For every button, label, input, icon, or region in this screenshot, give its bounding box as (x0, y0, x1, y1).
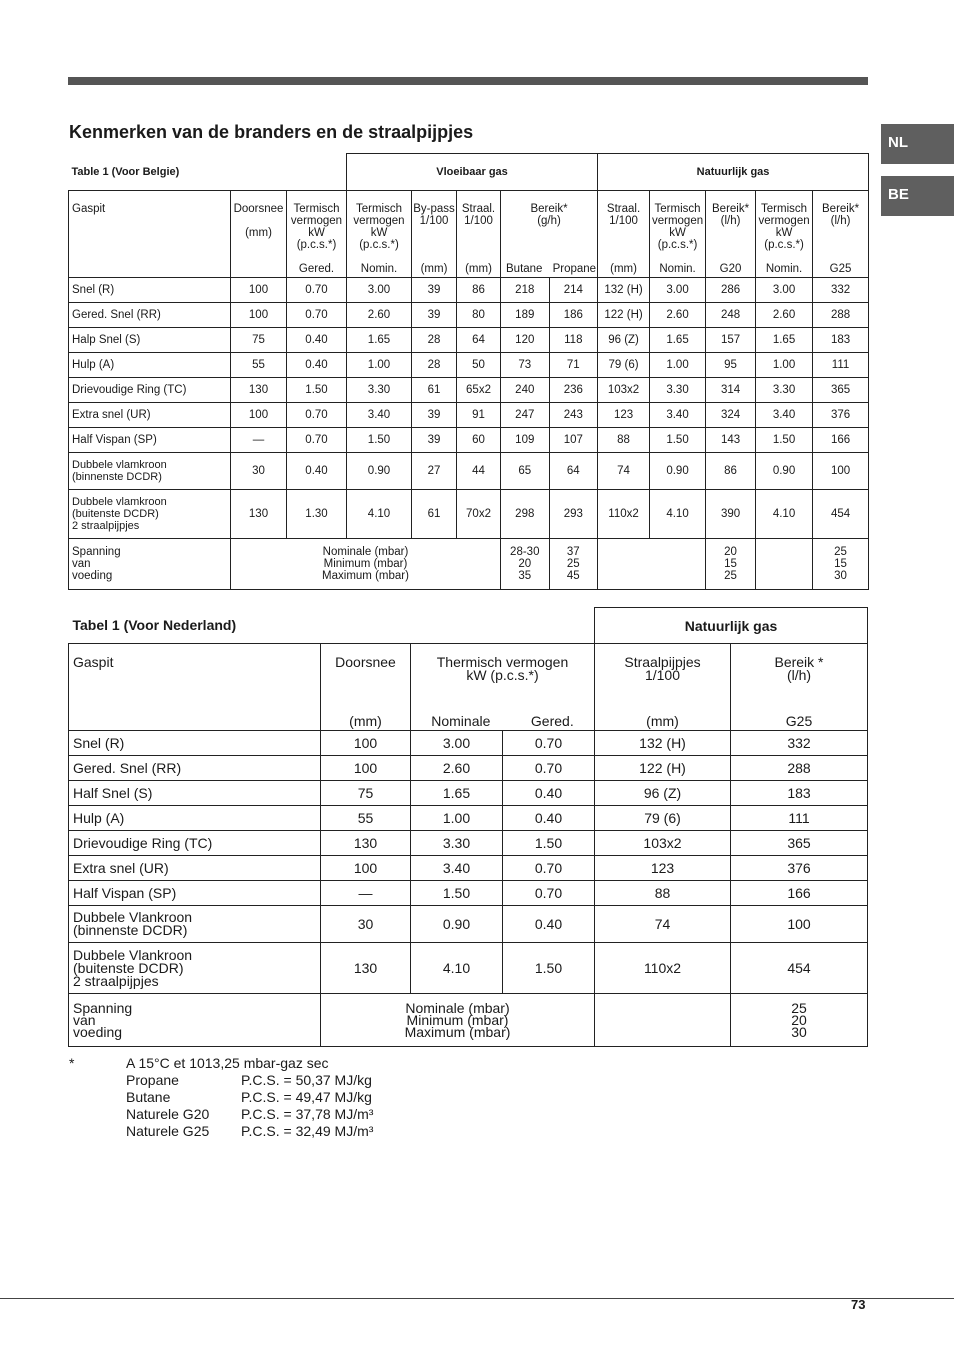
table-row (69, 831, 868, 856)
table-cell: 240 (501, 378, 550, 402)
table-cell: 50 (457, 353, 501, 378)
table-cell: 0.70 (287, 303, 347, 328)
table1-lpg-pressures (501, 539, 598, 590)
table-cell: 454 (731, 943, 868, 994)
row-label: Drievoudige Ring (TC) (69, 831, 321, 856)
table1-col-header: Termisch vermogen kW (p.c.s.*) Nomin. (756, 191, 813, 278)
table-cell: 65x2 (457, 378, 501, 403)
row-label: Dubbele Vlankroon (binnenste DCDR) (69, 906, 321, 943)
table-cell: 3.40 (756, 403, 813, 428)
row-label: Extra snel (UR) (69, 403, 231, 428)
table-cell: 247 (501, 403, 550, 427)
row-label: Dubbele vlamkroon (buitenste DCDR) 2 straalpijpjes (69, 490, 231, 539)
table-cell: 183 (813, 328, 869, 353)
table1-col-header: Bereik* (l/h) G20 (706, 191, 756, 278)
table1-lpg-cell (501, 403, 598, 428)
table-row (69, 781, 868, 806)
table-cell: 64 (566, 465, 580, 477)
table-cell: 1.50 (411, 881, 503, 906)
row-label: Half Snel (S) (69, 781, 321, 806)
table-cell: 365 (731, 831, 868, 856)
table2-col-bereik: Bereik * (l/h) G25 (731, 644, 868, 731)
table-cell: 123 (595, 856, 731, 881)
table-row (69, 328, 869, 353)
table-cell: 1.50 (287, 378, 347, 403)
table-cell: 0.40 (287, 328, 347, 353)
table-cell: 4.10 (650, 490, 706, 539)
table-row (69, 353, 869, 378)
row-label: Snel (R) (69, 731, 321, 756)
table-cell: 0.70 (503, 756, 595, 781)
table-cell: 88 (598, 428, 650, 453)
table-cell: 1.50 (503, 943, 595, 994)
table-row (69, 906, 868, 943)
table-cell: 96 (Z) (595, 781, 731, 806)
table1-col-header: Bereik* (g/h) Butane Propane (501, 191, 598, 278)
bottom-rule (0, 1298, 954, 1299)
table-cell: 3.30 (411, 831, 503, 856)
table-cell: 71 (566, 359, 580, 371)
table-cell: 100 (321, 731, 411, 756)
table-cell: 3.40 (411, 856, 503, 881)
page-number: 73 (851, 1297, 866, 1312)
table-cell: 1.50 (503, 831, 595, 856)
footnote-item (126, 1106, 426, 1123)
table1-voltage-desc: Nominale (mbar) Minimum (mbar) Maximum (mbar) (231, 539, 501, 590)
table-cell: 111 (731, 806, 868, 831)
table-cell: 79 (6) (595, 806, 731, 831)
row-label: Halp Snel (S) (69, 328, 231, 353)
table1-col-header: Doorsnee (mm) (231, 191, 287, 278)
table-cell: 0.40 (287, 353, 347, 378)
row-label: Drievoudige Ring (TC) (69, 378, 231, 403)
table-cell: 3.00 (756, 278, 813, 303)
table1-col-header: Termisch vermogen kW (p.c.s.*) Nomin. (347, 191, 412, 278)
table-cell: 0.40 (503, 906, 595, 943)
table-cell: 3.40 (650, 403, 706, 428)
table-row (69, 881, 868, 906)
row-label: Half Vispan (SP) (69, 881, 321, 906)
table-cell: 1.00 (411, 806, 503, 831)
table-cell: 118 (564, 334, 583, 346)
table-cell: 0.90 (411, 906, 503, 943)
table-cell: 0.70 (287, 428, 347, 453)
table-cell: 86 (457, 278, 501, 303)
table2-voltage-label: Spanning van voeding (69, 994, 321, 1047)
table-cell: 324 (706, 403, 756, 428)
table-cell: 1.50 (650, 428, 706, 453)
table2-voltage-desc: Nominale (mbar) Minimum (mbar) Maximum (mbar) (321, 994, 595, 1047)
table-cell: 100 (231, 278, 287, 303)
table-cell: 1.00 (650, 353, 706, 378)
table-cell: 39 (412, 428, 457, 453)
table-cell: 3.30 (347, 378, 412, 403)
table-cell: 60 (457, 428, 501, 453)
table-cell: 0.40 (503, 781, 595, 806)
footnote-value: P.C.S. = 50,37 MJ/kg (241, 1072, 372, 1088)
table-cell: 365 (813, 378, 869, 403)
table-cell: 0.70 (503, 856, 595, 881)
footnote-star: * (69, 1055, 75, 1071)
table1-col-header: Termisch vermogen kW (p.c.s.*) Gered. (287, 191, 347, 278)
footnote-value: P.C.S. = 37,78 MJ/m³ (241, 1106, 374, 1122)
table-cell: 376 (731, 856, 868, 881)
table-cell: 288 (813, 303, 869, 328)
table-cell: 122 (H) (595, 756, 731, 781)
table-cell: 314 (706, 378, 756, 403)
table-cell: 39 (412, 303, 457, 328)
table-cell: 183 (731, 781, 868, 806)
table-cell: 0.70 (503, 881, 595, 906)
table-cell: 111 (813, 353, 869, 378)
table-cell: 55 (321, 806, 411, 831)
table-cell: 61 (412, 490, 457, 539)
table-cell: — (231, 428, 287, 453)
table1-lpg-cell (501, 490, 598, 539)
table-cell: 30 (231, 453, 287, 490)
footnote-value: P.C.S. = 32,49 MJ/m³ (241, 1123, 374, 1139)
table-cell: 132 (H) (595, 731, 731, 756)
table1-lpg-cell (501, 428, 598, 453)
table-row (69, 731, 868, 756)
table-cell: 100 (813, 453, 869, 490)
lang-tab-nl[interactable]: NL (881, 124, 954, 164)
table-cell: 130 (321, 831, 411, 856)
table-cell: 243 (563, 409, 583, 421)
table2-col-gaspit: Gaspit (69, 644, 321, 731)
table-cell: 4.10 (347, 490, 412, 539)
table1-butane-pressure: 28-30 20 35 (501, 539, 550, 589)
table-cell: 0.70 (287, 278, 347, 303)
table-cell: 214 (563, 284, 583, 296)
table-cell: 100 (321, 856, 411, 881)
table1-g25-pressure: 25 15 30 (813, 539, 869, 590)
table-cell: 86 (706, 453, 756, 490)
table2-g25-pressure: 25 20 30 (731, 994, 868, 1047)
table-row (69, 756, 868, 781)
table-cell: 61 (412, 378, 457, 403)
table-cell: 1.00 (347, 353, 412, 378)
table1-group-liquid: Vloeibaar gas (347, 154, 598, 191)
table-cell: 110x2 (595, 943, 731, 994)
row-label: Hulp (A) (69, 353, 231, 378)
table-row (69, 303, 869, 328)
table-cell: 130 (231, 490, 287, 539)
table1-propane-pressure: 37 25 45 (566, 546, 580, 582)
table-cell: 100 (321, 756, 411, 781)
table-cell: 75 (231, 328, 287, 353)
row-label: Snel (R) (69, 278, 231, 303)
table-cell: 189 (501, 303, 550, 327)
table-cell: 65 (501, 453, 550, 489)
table1-lpg-cell (501, 278, 598, 303)
table-cell: 74 (595, 906, 731, 943)
table-cell: 390 (706, 490, 756, 539)
table-row (69, 806, 868, 831)
table-row (69, 278, 869, 303)
table1-group-natural: Natuurlijk gas (598, 154, 869, 191)
table-cell: 103x2 (595, 831, 731, 856)
footnote-item (126, 1123, 426, 1140)
table-cell: 1.65 (650, 328, 706, 353)
table-cell: 103x2 (598, 378, 650, 403)
table1-col-header: Termisch vermogen kW (p.c.s.*) Nomin. (650, 191, 706, 278)
table-cell: 75 (321, 781, 411, 806)
table-cell: 0.90 (756, 453, 813, 490)
table-row (69, 403, 869, 428)
table-cell: 132 (H) (598, 278, 650, 303)
table-cell: 376 (813, 403, 869, 428)
table-cell: 100 (731, 906, 868, 943)
table-cell: 2.60 (756, 303, 813, 328)
footnote-gas: Naturele G25 (126, 1123, 210, 1139)
table2-group-natural: Natuurlijk gas (595, 608, 868, 644)
table1-col-gaspit: Gaspit (69, 191, 231, 278)
row-label: Gered. Snel (RR) (69, 303, 231, 328)
table-cell: 2.60 (411, 756, 503, 781)
table1-lpg-cell (501, 453, 598, 490)
table-cell: 110x2 (598, 490, 650, 539)
table1-col-header: Bereik* (l/h) G25 (813, 191, 869, 278)
table-cell: 298 (501, 490, 550, 538)
table2-col-doorsnee: Doorsnee (mm) (321, 644, 411, 731)
table2-caption: Tabel 1 (Voor Nederland) (72, 617, 237, 634)
table-cell: 1.50 (347, 428, 412, 453)
table-cell: 332 (731, 731, 868, 756)
table-cell: 96 (Z) (598, 328, 650, 353)
table-cell: 4.10 (411, 943, 503, 994)
footnote-gas: Butane (126, 1089, 171, 1105)
table-cell: 0.90 (347, 453, 412, 490)
table-cell: 100 (231, 303, 287, 328)
table-cell: 288 (731, 756, 868, 781)
table-cell: 39 (412, 403, 457, 428)
table-cell: 55 (231, 353, 287, 378)
table-row (69, 378, 869, 403)
footnote-gas: Propane (126, 1072, 179, 1088)
table-cell: 454 (813, 490, 869, 539)
table-cell: 1.65 (347, 328, 412, 353)
table1-lpg-cell (501, 353, 598, 378)
table1-lpg-cell (501, 378, 598, 403)
table-cell: 3.00 (347, 278, 412, 303)
table-cell: 166 (813, 428, 869, 453)
table-cell: 2.60 (347, 303, 412, 328)
row-label: Hulp (A) (69, 806, 321, 831)
footnote-value: P.C.S. = 49,47 MJ/kg (241, 1089, 372, 1105)
row-label: Dubbele vlamkroon (binnenste DCDR) (69, 453, 231, 490)
table-cell: 248 (706, 303, 756, 328)
table2-col-thermisch: Thermisch vermogen kW (p.c.s.*) Nominale Gered. (411, 644, 595, 731)
table-cell: 2.60 (650, 303, 706, 328)
table-cell: 44 (457, 453, 501, 490)
table1-col-header: By-pass 1/100 (mm) (412, 191, 457, 278)
netherlands-burner-table (68, 607, 868, 1047)
table1-empty-cell (598, 539, 706, 590)
row-label: Dubbele Vlankroon (buitenste DCDR) 2 straalpijpjes (69, 943, 321, 994)
table-cell: 0.90 (650, 453, 706, 490)
table-cell: 236 (563, 384, 583, 396)
table-cell: 293 (563, 508, 583, 520)
table-cell: 0.70 (287, 403, 347, 428)
table2-empty-cell (595, 994, 731, 1047)
table-cell: 64 (457, 328, 501, 353)
table-cell: 3.30 (756, 378, 813, 403)
table1-lpg-cell (501, 303, 598, 328)
table-cell: 130 (321, 943, 411, 994)
table-cell: 1.00 (756, 353, 813, 378)
table-row (69, 453, 869, 490)
table-row (69, 490, 869, 539)
table-row (69, 428, 869, 453)
table1-lpg-cell (501, 328, 598, 353)
table-cell: 1.65 (411, 781, 503, 806)
table-cell: 130 (231, 378, 287, 403)
table-cell: 166 (731, 881, 868, 906)
table-cell: 80 (457, 303, 501, 328)
row-label: Gered. Snel (RR) (69, 756, 321, 781)
table2-col-straal: Straalpijpjes 1/100 (mm) (595, 644, 731, 731)
table1-propane-header: Propane (552, 263, 597, 275)
table-cell: 39 (412, 278, 457, 303)
table-cell: 143 (706, 428, 756, 453)
row-label: Half Vispan (SP) (69, 428, 231, 453)
table-cell: — (321, 881, 411, 906)
table-cell: 3.00 (411, 731, 503, 756)
table-cell: 74 (598, 453, 650, 490)
table1-empty-cell (756, 539, 813, 590)
table-cell: 120 (501, 328, 550, 352)
table-cell: 107 (563, 434, 583, 446)
table-cell: 123 (598, 403, 650, 428)
footnote-gas: Naturele G20 (126, 1106, 210, 1122)
table-cell: 79 (6) (598, 353, 650, 378)
lang-tab-be[interactable]: BE (881, 176, 954, 216)
table-cell: 122 (H) (598, 303, 650, 328)
table-cell: 73 (501, 353, 550, 377)
table-cell: 4.10 (756, 490, 813, 539)
footnote-line1: A 15°C et 1013,25 mbar-gaz sec (126, 1055, 329, 1071)
table-cell: 109 (501, 428, 550, 452)
table-cell: 0.70 (503, 731, 595, 756)
table-cell: 157 (706, 328, 756, 353)
table1-voltage-label: Spanning van voeding (69, 539, 231, 590)
footnote-item (126, 1089, 426, 1106)
table-cell: 3.40 (347, 403, 412, 428)
table-cell: 3.00 (650, 278, 706, 303)
table-cell: 332 (813, 278, 869, 303)
table-cell: 218 (501, 278, 550, 302)
table-cell: 27 (412, 453, 457, 490)
top-rule (68, 77, 868, 85)
table-cell: 186 (563, 309, 583, 321)
table1-g20-pressure: 20 15 25 (706, 539, 756, 590)
table1-col-header: Straal. 1/100 (mm) (598, 191, 650, 278)
table-cell: 30 (321, 906, 411, 943)
table-cell: 91 (457, 403, 501, 428)
table-cell: 100 (231, 403, 287, 428)
table1-caption: Table 1 (Voor Belgie) (71, 165, 180, 178)
footnote-item (126, 1072, 426, 1089)
belgium-burner-table (68, 153, 869, 590)
table1-col-header: Straal. 1/100 (mm) (457, 191, 501, 278)
table1-butane-header: Butane (506, 263, 543, 275)
table-cell: 28 (412, 328, 457, 353)
table-cell: 70x2 (457, 490, 501, 539)
table-cell: 88 (595, 881, 731, 906)
table-cell: 3.30 (650, 378, 706, 403)
page-title: Kenmerken van de branders en de straalpijpjes (69, 122, 474, 142)
table-cell: 1.50 (756, 428, 813, 453)
table-cell: 0.40 (287, 453, 347, 490)
table-cell: 0.40 (503, 806, 595, 831)
table-cell: 1.65 (756, 328, 813, 353)
table-cell: 28 (412, 353, 457, 378)
table-cell: 286 (706, 278, 756, 303)
row-label: Extra snel (UR) (69, 856, 321, 881)
table-row (69, 856, 868, 881)
table-cell: 1.30 (287, 490, 347, 539)
table-row (69, 943, 868, 994)
table-cell: 95 (706, 353, 756, 378)
